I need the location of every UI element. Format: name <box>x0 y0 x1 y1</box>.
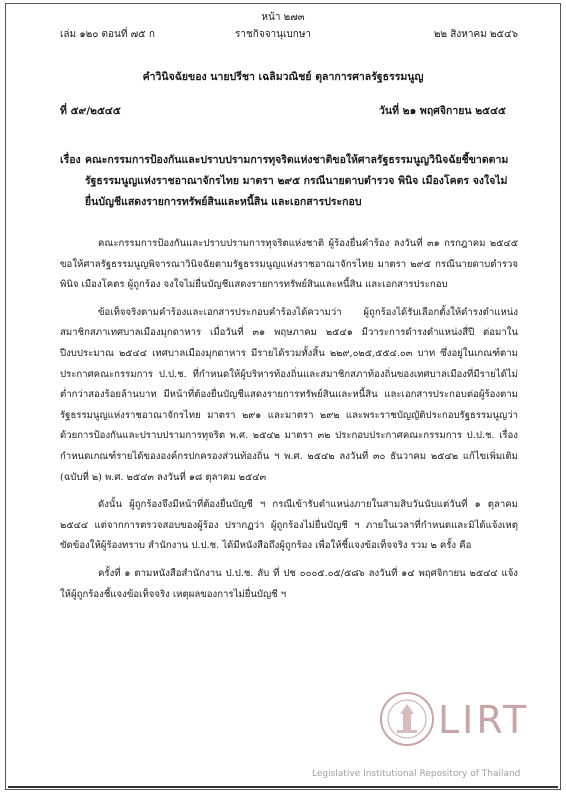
document-body <box>60 234 518 612</box>
body-paragraph-4: ครั้งที่ ๑ ตามหนังสือสำนักงาน ป.ป.ช. ลับ ที่ ปช ๐๐๐๕.๐๕/๕๘๖ ลงวันที่ ๑๔ พฤศจิกายน ๒๕๔๔ แจ้งให้ผู้ถูกร้องชี้แจงข้อเท็จจริง เหตุผลของการไม่ยื่นบัญชี ฯ <box>60 567 518 600</box>
subject-label: เรื่อง <box>60 154 81 166</box>
gazette-header-row <box>60 27 518 42</box>
decision-date: วันที่ ๒๑ พฤศจิกายน ๒๕๔๕ <box>379 105 506 117</box>
reference-line <box>60 102 506 119</box>
body-paragraph-1: คณะกรรมการป้องกันและปราบปรามการทุจริตแห่งชาติ ผู้ร้องยื่นคำร้อง ลงวันที่ ๓๑ กรกฎาคม ๒๕๔๕ ขอให้ศาลรัฐธรรมนูญพิจารณาวินิจฉัยตามรัฐธรรมนูญแห่งราชอาณาจักรไทย มาตรา ๒๙๕ กรณีนายดาบตำรวจ พินิจ เมืองโคตร ผู้ถูกร้อง จงใจไม่ยื่นบัญชีแสดงรายการทรัพย์สินและหนี้สิน และเอกสารประกอบ <box>60 238 518 291</box>
lirt-subtitle: Legislative Institutional Repository of Thailand <box>312 769 521 779</box>
parliament-seal-icon <box>378 690 436 748</box>
page-number: หน้า ๒๗๓ <box>261 12 305 23</box>
document-heading: คำวินิจฉัยของ นายปรีชา เฉลิมวณิชย์ ตุลาการศาลรัฐธรรมนูญ <box>142 71 424 83</box>
page-frame-bottom-rule <box>8 786 558 788</box>
subject-text: คณะกรรมการป้องกันและปราบปรามการทุจริตแห่งชาติขอให้ศาลรัฐธรรมนูญวินิจฉัยชี้ขาดตามรัฐธรรมนูญแห่งราชอาณาจักรไทย มาตรา ๒๙๕ กรณีนายดาบตำรวจ พินิจ เมืองโคตร จงใจไม่ยื่นบัญชีแสดงรายการทรัพย์สินและหนี้สิน และเอกสารประกอบ <box>85 154 509 208</box>
body-paragraph-3: ดังนั้น ผู้ถูกร้องจึงมีหน้าที่ต้องยื่นบัญชี ฯ กรณีเข้ารับตำแหน่งภายในสามสิบวันนับแต่วันที่ ๑ ตุลาคม ๒๕๔๔ แต่จากการตรวจสอบของผู้ร้อง ปรากฏว่า ผู้ถูกร้องไม่ยื่นบัญชี ฯ ภายในเวลาที่กำหนดและมิได้แจ้งเหตุขัดข้องให้ผู้ร้องทราบ สำนักงาน ป.ป.ช. ได้มีหนังสือถึงผู้ถูกร้อง เพื่อให้ชี้แจงข้อเท็จจริง รวม ๒ ครั้ง คือ <box>60 499 518 552</box>
gazette-date: ๒๒ สิงหาคม ๒๕๔๖ <box>433 29 518 40</box>
body-paragraph-2: ข้อเท็จจริงตามคำร้องและเอกสารประกอบคำร้องได้ความว่า ผู้ถูกร้องได้รับเลือกตั้งให้ดำรงตำแหน่งสมาชิกสภาเทศบาลเมืองมุกดาหาร เมื่อวันที่ ๓๑ พฤษภาคม ๒๕๔๑ มีวาระการดำรงตำแหน่งสี่ปี ต่อมาในปีงบประมาณ ๒๕๔๔ เทศบาลเมืองมุกดาหาร มีรายได้รวมทั้งสิ้น ๒๒๙,๐๒๕,๕๕๔.๐๓ บาท ซึ่งอยู่ในเกณฑ์ตามประกาศคณะกรรมการ ป.ป.ช. ที่กำหนดให้ผู้บริหารท้องถิ่นและสมาชิกสภาท้องถิ่นของเทศบาลเมืองที่มีรายได้ไม่ต่ำกว่าสองร้อยล้านบาท มีหน้าที่ต้องยื่นบัญชีแสดงรายการทรัพย์สินและหนี้สิน และเอกสารประกอบต่อผู้ร้องตามรัฐธรรมนูญแห่งราชอาณาจักรไทย มาตรา ๒๙๑ และมาตรา ๒๙๒ และพระราชบัญญัติประกอบรัฐธรรมนูญว่าด้วยการป้องกันและปราบปรามการทุจริต พ.ศ. ๒๕๔๒ มาตรา ๓๒ ประกอบประกาศคณะกรรมการ ป.ป.ช. เรื่อง กำหนดเกณฑ์รายได้ขององค์กรปกครองส่วนท้องถิ่น ฯ พ.ศ. ๒๕๔๒ ลงวันที่ ๓๐ ธันวาคม ๒๕๔๒ แก้ไขเพิ่มเติม (ฉบับที่ ๒) พ.ศ. ๒๕๔๓ ลงวันที่ ๑๘ ตุลาคม ๒๕๔๓ <box>60 306 518 483</box>
gazette-name: ราชกิจจานุเบกษา <box>235 29 312 40</box>
volume-issue: เล่ม ๑๒๐ ตอนที่ ๗๕ ก <box>60 29 155 40</box>
lirt-logo-text: LIRT <box>438 698 530 742</box>
lirt-watermark <box>378 690 548 770</box>
subject-block <box>60 150 516 213</box>
decision-number: ที่ ๕๙/๒๕๔๕ <box>60 105 121 117</box>
